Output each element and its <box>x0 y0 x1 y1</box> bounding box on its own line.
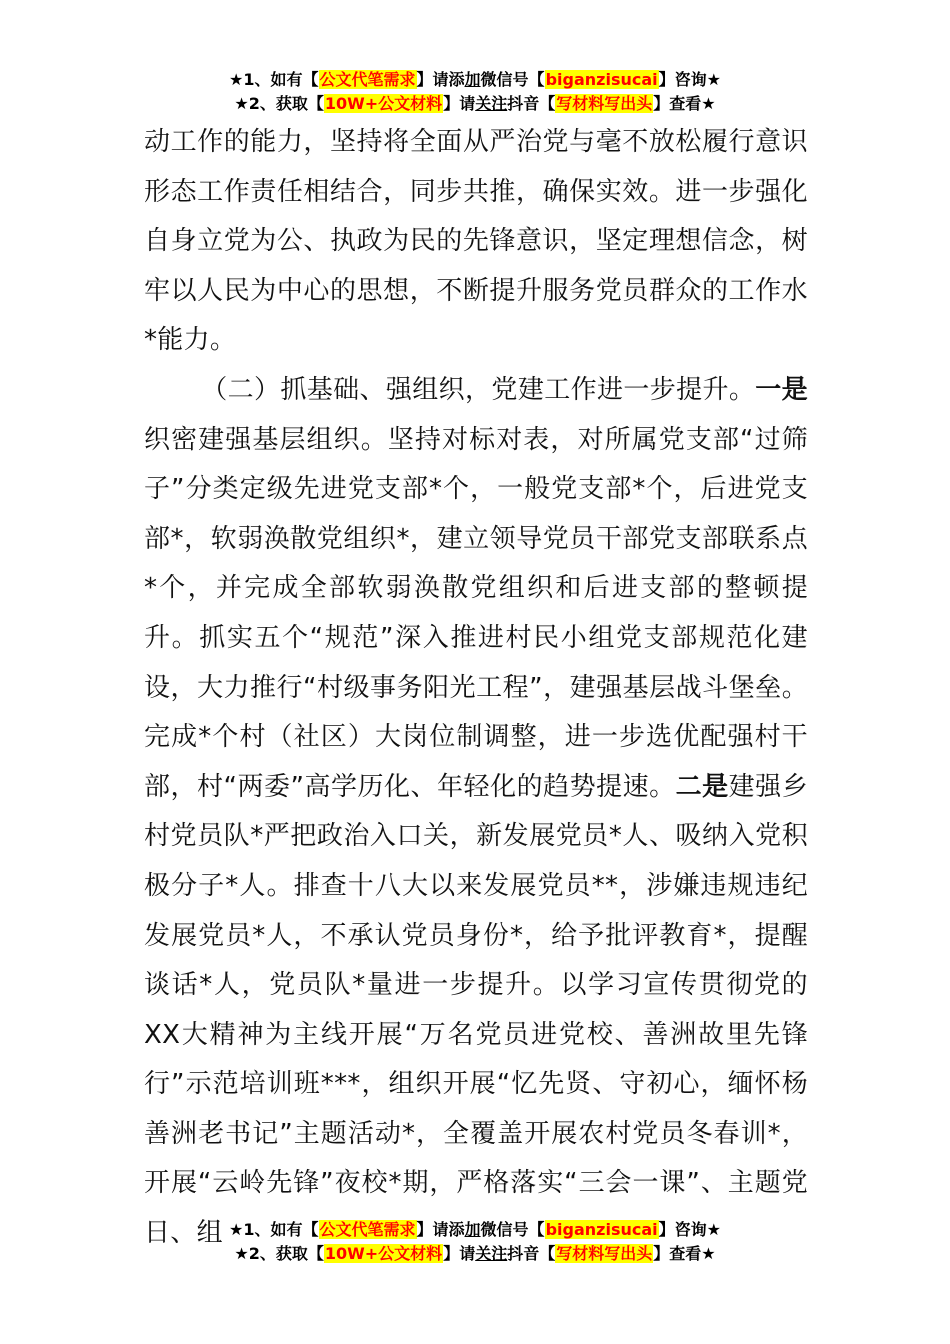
promo-banner-bottom <box>0 1218 950 1266</box>
promo-text: 抖音【 <box>507 94 556 113</box>
promo-text: 】查看★ <box>653 1244 716 1263</box>
promo-highlight: 10W+公文材料 <box>324 1244 443 1263</box>
promo-underline: 关注 <box>475 94 508 113</box>
promo-highlight: 10W+公文材料 <box>324 94 443 113</box>
item-marker-1: 一是 <box>755 374 808 405</box>
promo-text: 微信号【 <box>480 70 545 89</box>
promo-highlight: biganzisucai <box>545 1220 658 1239</box>
promo-text: 】请 <box>443 1244 476 1263</box>
promo-line-1 <box>0 1218 950 1242</box>
promo-text: ★2、获取【 <box>234 94 324 113</box>
promo-line-2 <box>0 1242 950 1266</box>
promo-text: 】咨询★ <box>658 1220 721 1239</box>
promo-line-2 <box>0 92 950 116</box>
promo-highlight: 公文代笔需求 <box>319 1220 416 1239</box>
promo-text: 】咨询★ <box>658 70 721 89</box>
promo-highlight: 写材料写出头 <box>556 1244 653 1263</box>
paragraph-1: 动工作的能力，坚持将全面从严治党与毫不放松履行意识形态工作责任相结合，同步共推，确保实效。进一步强化自身立党为公、执政为民的先锋意识，坚定理想信念，树牢以人民为中心的思想，不断提升服务党员群众的工作水*能力。 <box>144 127 808 356</box>
promo-text: 】查看★ <box>653 94 716 113</box>
promo-text: 抖音【 <box>507 1244 556 1263</box>
section-heading: （二）抓基础、强组织，党建工作进一步提升。 <box>201 374 756 405</box>
promo-text: ★2、获取【 <box>234 1244 324 1263</box>
promo-banner-top <box>0 68 950 116</box>
promo-text: ★1、如有【 <box>229 70 319 89</box>
promo-underline: 关注 <box>475 1244 508 1263</box>
promo-text: 微信号【 <box>480 1220 545 1239</box>
item-marker-2: 二是 <box>675 771 729 802</box>
promo-text: ★1、如有【 <box>229 1220 319 1239</box>
promo-highlight: biganzisucai <box>545 70 658 89</box>
item-text-2: 建强乡村党员队*严把政治入口关，新发展党员*人、吸纳入党积极分子*人。排查十八大以来发展党员**，涉嫌违规违纪发展党员*人，不承认党员身份*，给予批评教育*，提醒谈话*人，党员队*量进一步提升。以学习宣传贯彻党的XX大精神为主线开展“万名党员进党校、善洲故里先锋行”示范培训班***，组织开展“忆先贤、守初心，缅怀杨善洲老书记”主题活动*，全覆盖开展农村党员冬春训*，开展“云岭先锋”夜校*期，严格落实“三会一课”、主题党日、组 <box>144 771 808 1249</box>
paragraph-2 <box>144 366 808 1259</box>
promo-text: 】请 <box>443 94 476 113</box>
promo-line-1 <box>0 68 950 92</box>
promo-text: 】请添 <box>416 70 465 89</box>
promo-text: 】请添 <box>416 1220 465 1239</box>
item-text-1: 织密建强基层组织。坚持对标对表，对所属党支部“过筛子”分类定级先进党支部*个，一般党支部*个，后进党支部*，软弱涣散党组织*，建立领导党员干部党支部联系点*个，并完成全部软弱涣散党组织和后进支部的整顿提升。抓实五个“规范”深入推进村民小组党支部规范化建设，大力推行“村级事务阳光工程”，建强基层战斗堡垒。完成*个村（社区）大岗位制调整，进一步选优配强村干部，村“两委”高学历化、年轻化的趋势提速。 <box>144 424 808 802</box>
document-body <box>144 118 808 1259</box>
promo-highlight: 写材料写出头 <box>556 94 653 113</box>
promo-underline: 加 <box>464 1220 481 1239</box>
promo-highlight: 公文代笔需求 <box>319 70 416 89</box>
promo-underline: 加 <box>464 70 481 89</box>
